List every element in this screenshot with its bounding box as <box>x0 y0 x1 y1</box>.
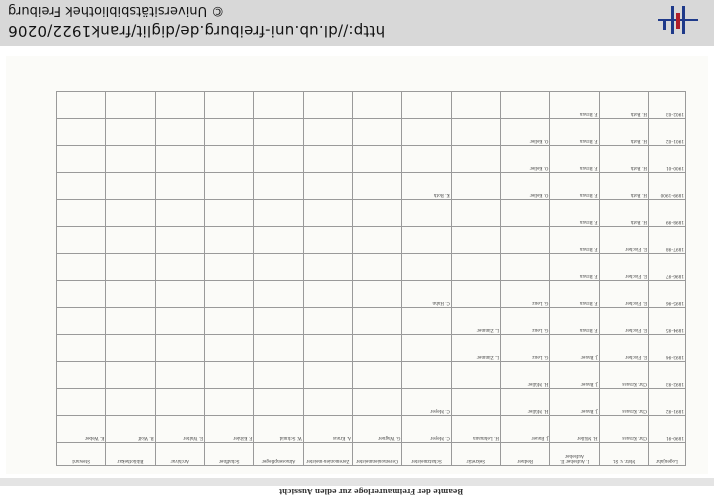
table-cell <box>402 254 451 281</box>
table-cell: F. Braun <box>550 119 599 146</box>
table-cell <box>451 173 500 200</box>
table-cell: J. Bauer <box>550 362 599 389</box>
table-cell <box>402 200 451 227</box>
table-cell <box>254 308 303 335</box>
year-cell: 1894–95 <box>649 308 686 335</box>
column-header: Redner <box>501 443 550 466</box>
table-body <box>57 92 686 443</box>
table-cell <box>303 281 352 308</box>
table-cell <box>57 173 106 200</box>
table-cell: E. Walter <box>155 416 204 443</box>
table-cell <box>155 200 204 227</box>
table-cell: H. Lehmann <box>451 416 500 443</box>
table-cell <box>155 308 204 335</box>
table-cell <box>205 362 254 389</box>
table-cell <box>353 227 402 254</box>
table-cell <box>205 335 254 362</box>
table-row <box>57 416 686 443</box>
table-cell <box>353 173 402 200</box>
table-row <box>57 308 686 335</box>
table-cell <box>402 92 451 119</box>
column-header: Archivar <box>155 443 204 466</box>
table-cell: G. Lenz <box>501 308 550 335</box>
table-cell <box>57 308 106 335</box>
table-header-row <box>57 443 686 466</box>
table-cell <box>303 389 352 416</box>
table-cell <box>57 254 106 281</box>
table-cell: O. Keller <box>501 146 550 173</box>
table-cell <box>205 308 254 335</box>
table-cell: O. Keller <box>501 119 550 146</box>
table-cell <box>205 200 254 227</box>
table-cell <box>205 227 254 254</box>
year-cell: 1900–01 <box>649 146 686 173</box>
table-cell: E. Fischer <box>599 227 648 254</box>
year-cell: 1896–97 <box>649 254 686 281</box>
table-cell <box>254 362 303 389</box>
table-cell <box>155 173 204 200</box>
table-cell: K. Weber <box>57 416 106 443</box>
table-cell <box>451 362 500 389</box>
table-cell <box>106 308 155 335</box>
table-cell: F. Braun <box>550 227 599 254</box>
table-cell <box>353 281 402 308</box>
column-header: Zeremonien-meister <box>303 443 352 466</box>
table-cell: F. Braun <box>550 146 599 173</box>
table-cell <box>57 281 106 308</box>
table-cell: F. Braun <box>550 92 599 119</box>
viewer-footer <box>0 478 714 486</box>
table-cell <box>402 362 451 389</box>
table-cell <box>501 200 550 227</box>
column-header: Schaffner <box>205 443 254 466</box>
table-cell: G. Lenz <box>501 281 550 308</box>
table-cell <box>106 281 155 308</box>
table-cell <box>451 200 500 227</box>
table-cell <box>451 281 500 308</box>
table-cell: W. Schmid <box>254 416 303 443</box>
year-cell: 1891–92 <box>649 389 686 416</box>
table-cell: H. Roth <box>599 173 648 200</box>
table-cell: F. Braun <box>550 308 599 335</box>
table-cell <box>254 281 303 308</box>
table-cell: O. Keller <box>501 173 550 200</box>
table-cell: E. Fischer <box>599 308 648 335</box>
table-cell <box>254 389 303 416</box>
year-cell: 1893–94 <box>649 335 686 362</box>
table-cell <box>303 362 352 389</box>
table-cell: R. Wolf <box>106 416 155 443</box>
table-cell: F. Köhler <box>205 416 254 443</box>
table-cell <box>402 227 451 254</box>
table-row <box>57 362 686 389</box>
table-cell: F. Braun <box>550 173 599 200</box>
table-cell: G. Lenz <box>501 335 550 362</box>
table-cell <box>402 308 451 335</box>
year-cell: 1902–03 <box>649 92 686 119</box>
table-cell <box>106 92 155 119</box>
table-cell <box>205 281 254 308</box>
officers-table <box>56 91 686 466</box>
table-cell <box>106 254 155 281</box>
table-cell: Chr. Krauss <box>599 362 648 389</box>
table-cell <box>353 335 402 362</box>
document-title: Beamte der Freimaurerloge zur edlen Aussicht <box>278 487 464 496</box>
table-cell <box>57 362 106 389</box>
table-cell <box>501 254 550 281</box>
year-cell: 1901–02 <box>649 119 686 146</box>
table-cell <box>451 119 500 146</box>
table-cell <box>303 335 352 362</box>
table-cell <box>155 389 204 416</box>
column-header: Mstr. v. St. <box>599 443 648 466</box>
table-cell <box>205 119 254 146</box>
table-cell <box>205 146 254 173</box>
table-cell <box>155 146 204 173</box>
table-cell <box>205 92 254 119</box>
table-cell <box>155 281 204 308</box>
table-cell: C. Meyer <box>402 389 451 416</box>
table-cell <box>106 146 155 173</box>
table-cell <box>254 335 303 362</box>
viewer-header <box>0 0 714 46</box>
table-cell <box>155 254 204 281</box>
table-cell <box>155 119 204 146</box>
column-header: Almosenpfleger <box>254 443 303 466</box>
table-cell <box>57 200 106 227</box>
table-cell <box>155 335 204 362</box>
table-cell <box>303 308 352 335</box>
table-row <box>57 92 686 119</box>
table-row <box>57 146 686 173</box>
table-cell <box>451 227 500 254</box>
table-cell <box>57 92 106 119</box>
table-cell <box>155 362 204 389</box>
year-cell: 1895–96 <box>649 281 686 308</box>
table-cell <box>254 119 303 146</box>
table-cell <box>155 227 204 254</box>
table-cell <box>501 227 550 254</box>
table-cell <box>155 92 204 119</box>
table-cell: A. Kraus <box>303 416 352 443</box>
table-cell <box>254 254 303 281</box>
table-cell <box>303 200 352 227</box>
table-row <box>57 254 686 281</box>
table-cell: F. Braun <box>550 200 599 227</box>
table-cell <box>106 173 155 200</box>
column-header: Logenjahr <box>649 443 686 466</box>
table-cell <box>353 308 402 335</box>
table-cell: J. Bauer <box>550 335 599 362</box>
table-cell: H. Roth <box>599 146 648 173</box>
table-cell: H. Müller <box>550 416 599 443</box>
table-cell <box>353 389 402 416</box>
table-cell <box>353 119 402 146</box>
table-cell <box>57 119 106 146</box>
table-cell: Chr. Krauss <box>599 416 648 443</box>
table-cell <box>254 173 303 200</box>
table-cell <box>451 389 500 416</box>
year-cell: 1892–93 <box>649 362 686 389</box>
table-cell <box>303 92 352 119</box>
table-cell <box>353 254 402 281</box>
table-cell: F. Braun <box>550 254 599 281</box>
table-cell <box>451 146 500 173</box>
table-cell: C. Hahn <box>402 281 451 308</box>
year-cell: 1899–1900 <box>649 173 686 200</box>
table-cell <box>106 335 155 362</box>
table-cell <box>106 227 155 254</box>
table-cell <box>254 146 303 173</box>
table-cell <box>451 92 500 119</box>
table-cell <box>106 389 155 416</box>
table-cell <box>106 362 155 389</box>
table-cell: J. Bauer <box>501 416 550 443</box>
institution-label: © Universitätsbibliothek Freiburg <box>8 3 225 18</box>
table-cell <box>353 92 402 119</box>
table-cell <box>57 227 106 254</box>
table-cell <box>303 254 352 281</box>
table-cell <box>402 335 451 362</box>
rotated-document <box>56 96 686 496</box>
table-cell <box>106 119 155 146</box>
table-cell <box>402 119 451 146</box>
table-row <box>57 119 686 146</box>
table-cell <box>205 173 254 200</box>
table-cell <box>205 254 254 281</box>
table-row <box>57 200 686 227</box>
year-cell: 1898–99 <box>649 200 686 227</box>
document-url[interactable]: http://dl.ub.uni-freiburg.de/diglit/frank1922/0206 <box>8 22 386 40</box>
table-cell: J. Bauer <box>550 389 599 416</box>
table-cell: E. Fischer <box>599 281 648 308</box>
table-cell <box>254 227 303 254</box>
table-cell <box>57 389 106 416</box>
table-cell <box>353 146 402 173</box>
column-header: Bibliothekar <box>106 443 155 466</box>
table-cell <box>501 92 550 119</box>
table-cell: H. Roth <box>599 119 648 146</box>
table-cell <box>106 200 155 227</box>
column-header: I. Aufseher II. Aufseher <box>550 443 599 466</box>
table-cell <box>402 146 451 173</box>
table-cell: E. Fischer <box>599 335 648 362</box>
column-header: Steward <box>57 443 106 466</box>
table-cell: H. Müller <box>501 362 550 389</box>
column-header: Sekretär <box>451 443 500 466</box>
table-cell <box>451 254 500 281</box>
table-cell: C. Meyer <box>402 416 451 443</box>
table-row <box>57 389 686 416</box>
table-row <box>57 227 686 254</box>
table-cell: K. Roth <box>402 173 451 200</box>
column-header: Schatzmeister <box>402 443 451 466</box>
table-cell <box>254 200 303 227</box>
table-cell <box>57 335 106 362</box>
table-cell: G. Wagner <box>353 416 402 443</box>
scanned-page <box>6 56 708 496</box>
table-cell: L. Zimmer <box>451 308 500 335</box>
table-cell <box>303 227 352 254</box>
table-cell <box>353 200 402 227</box>
year-cell: 1897–98 <box>649 227 686 254</box>
column-header: Ceremonienmeister <box>353 443 402 466</box>
table-cell: L. Zimmer <box>451 335 500 362</box>
table-cell <box>205 389 254 416</box>
table-cell: H. Roth <box>599 200 648 227</box>
table-row <box>57 173 686 200</box>
table-cell <box>254 92 303 119</box>
table-cell: H. Müller <box>501 389 550 416</box>
table-cell <box>303 119 352 146</box>
table-cell <box>57 146 106 173</box>
year-cell: 1890–91 <box>649 416 686 443</box>
table-cell: Chr. Krauss <box>599 389 648 416</box>
table-cell: F. Braun <box>550 281 599 308</box>
table-cell: E. Fischer <box>599 254 648 281</box>
table-row <box>57 281 686 308</box>
university-logo-icon <box>658 2 698 40</box>
table-cell <box>303 173 352 200</box>
table-cell <box>303 146 352 173</box>
table-cell <box>353 362 402 389</box>
table-cell: H. Roth <box>599 92 648 119</box>
table-row <box>57 335 686 362</box>
